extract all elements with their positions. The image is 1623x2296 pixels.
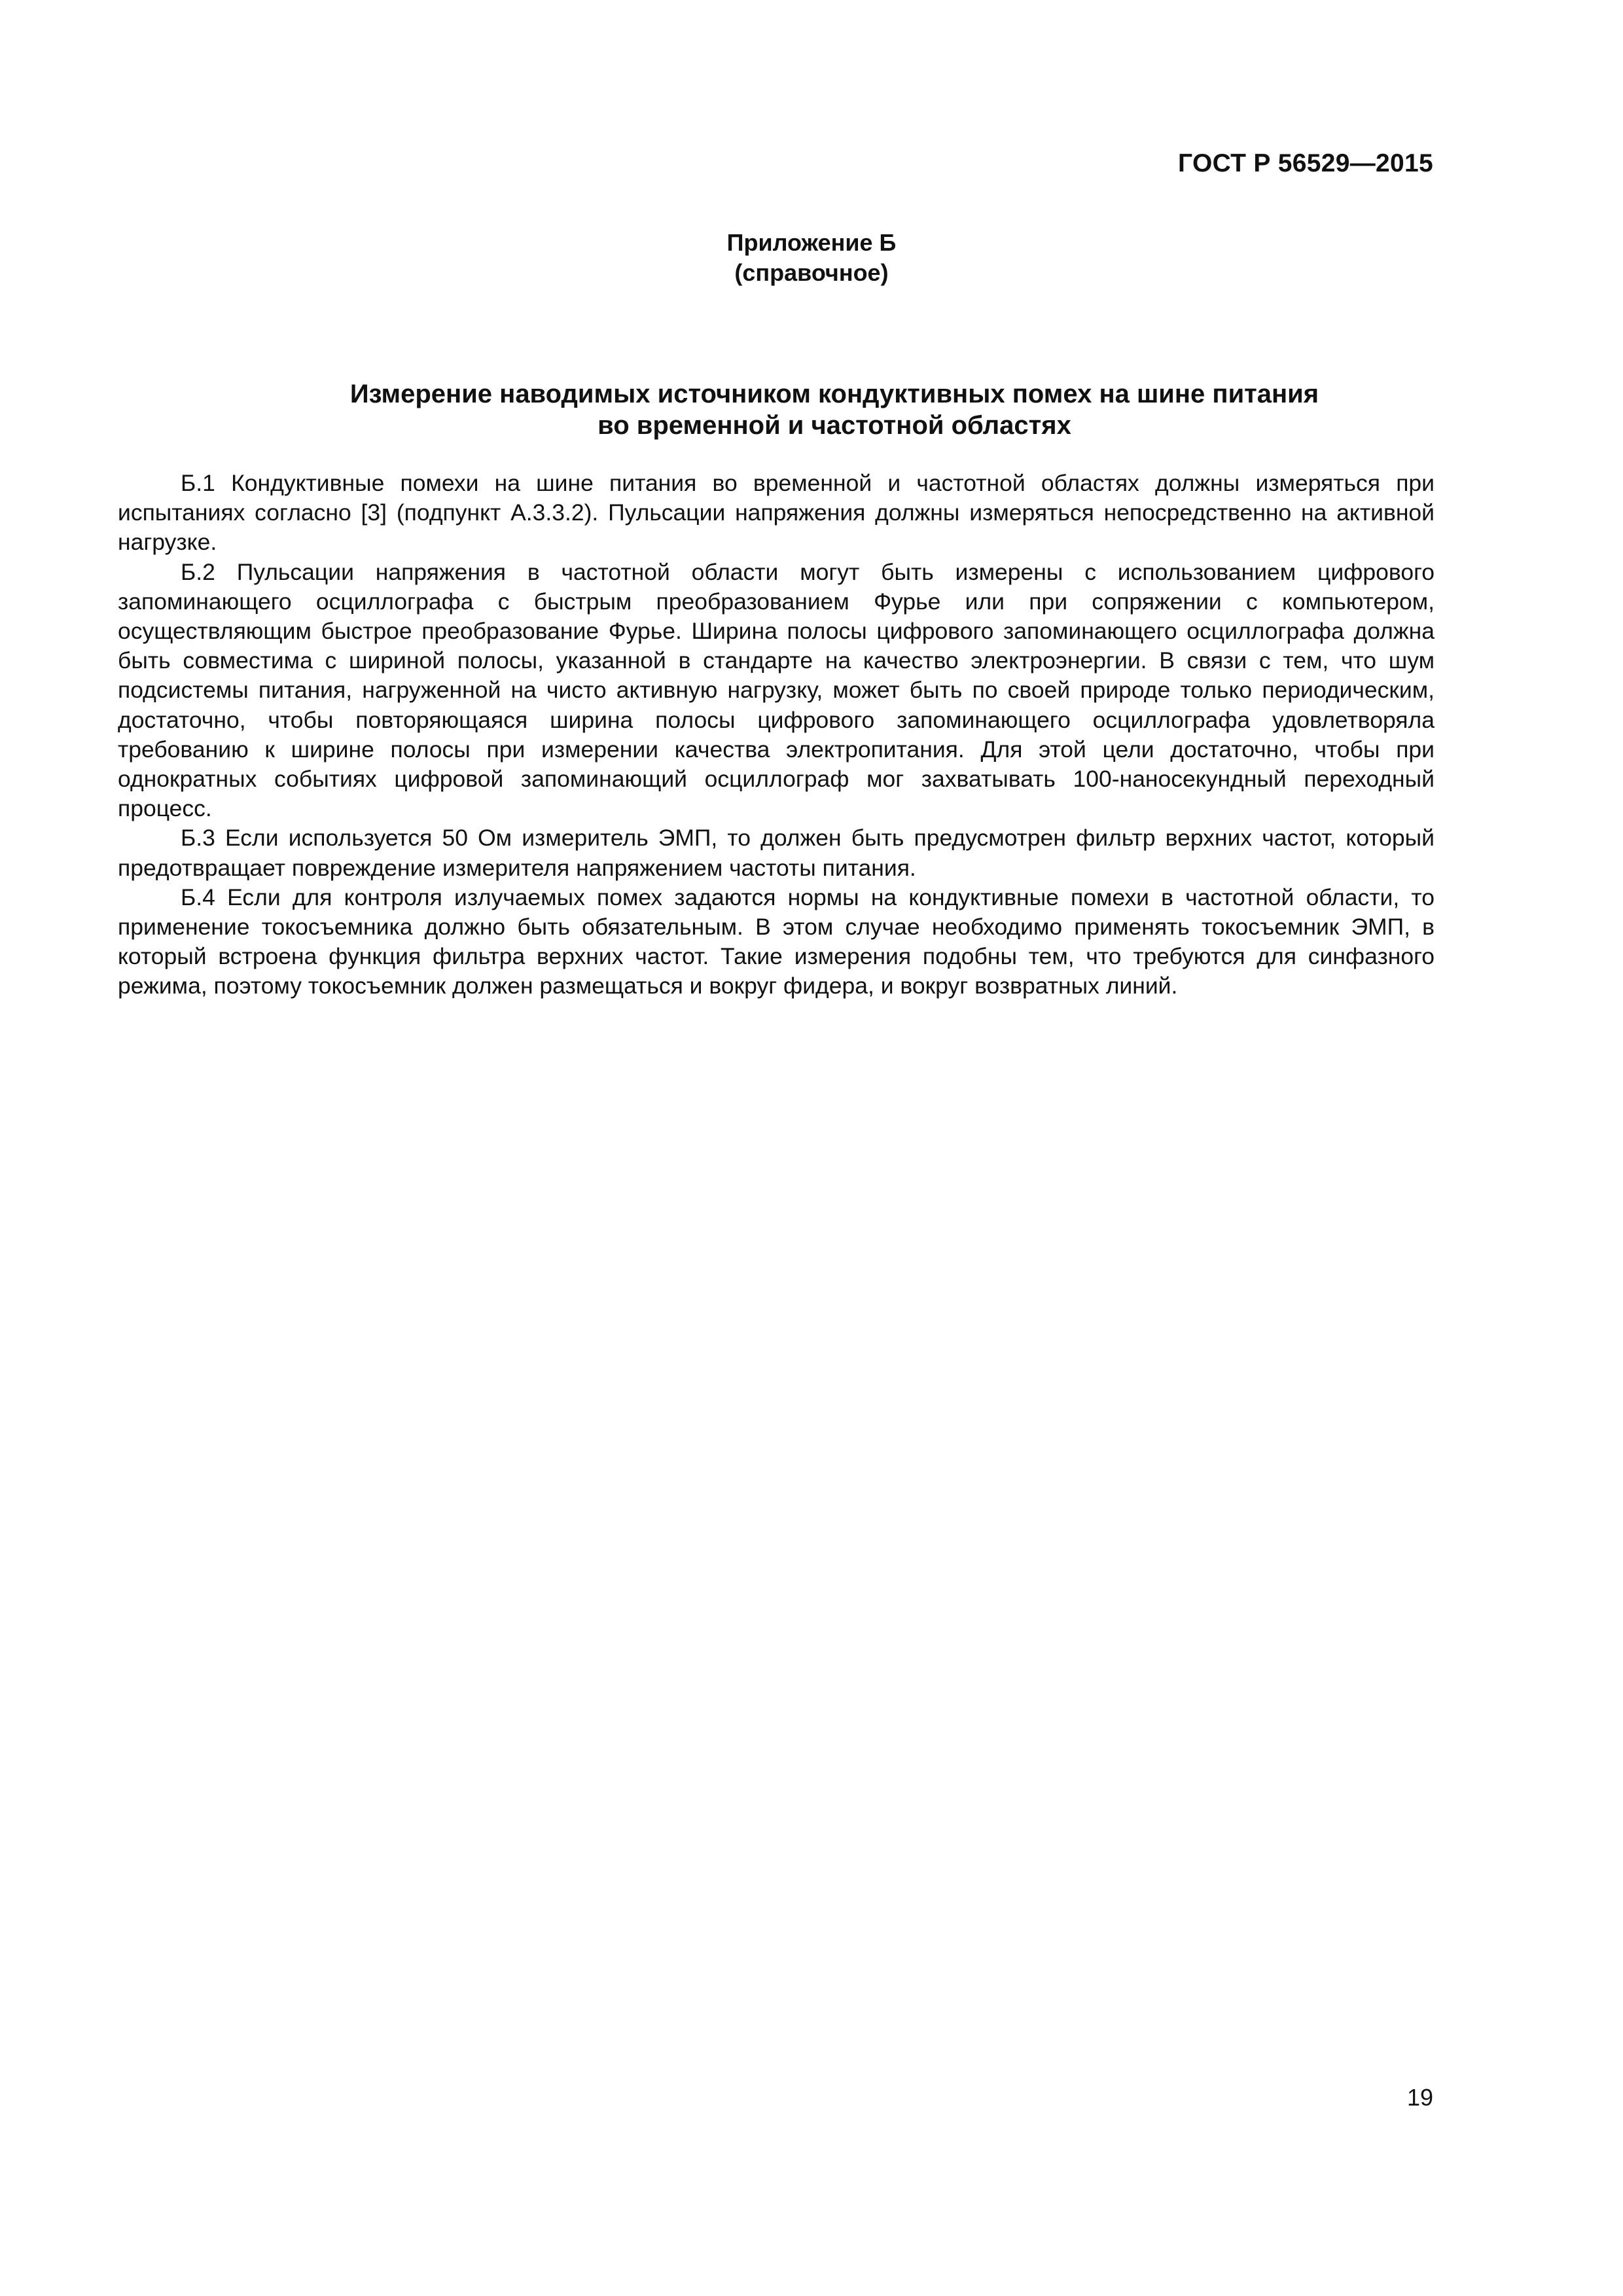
- appendix-title: Приложение Б: [726, 229, 897, 256]
- paragraph-b1: Б.1 Кондуктивные помехи на шине питания во временной и частотной областях должны измеряться при испытаниях согласно [3] (подпункт А.3.3.2). Пульсации напряжения должны измеряться непосредственно на активной нагрузке.: [118, 470, 1435, 556]
- section-title: [118, 378, 1551, 441]
- body-text: [118, 469, 1435, 1001]
- section-title-line-1: Измерение наводимых источником кондуктивных помех на шине питания: [349, 380, 1319, 408]
- appendix-heading: [0, 228, 1623, 288]
- paragraph-b2: Б.2 Пульсации напряжения в частотной области могут быть измерены с использованием цифрового запоминающего осциллографа с быстрым преобразованием Фурье или при сопряжении с компьютером, осуществляющим быстрое преобразование Фурье. Ширина полосы цифрового запоминающего осциллографа должна быть совместима с шириной полосы, указанной в стандарте на качество электроэнергии. В связи с тем, что шум подсистемы питания, нагруженной на чисто активную нагрузку, может быть по своей природе только периодическим, достаточно, чтобы повторяющаяся ширина полосы цифрового запоминающего осциллографа удовлетворяла требованию к ширине полосы при измерении качества электропитания. Для этой цели достаточно, чтобы при однократных событиях цифровой запоминающий осциллограф мог захватывать 100-наносекундный переходный процесс.: [118, 558, 1435, 822]
- appendix-kind: (справочное): [734, 259, 889, 286]
- document-code: ГОСТ Р 56529—2015: [1178, 149, 1433, 177]
- page-number: 19: [1406, 2084, 1433, 2111]
- paragraph-b4: Б.4 Если для контроля излучаемых помех задаются нормы на кондуктивные помехи в частотной области, то применение токосъемника должно быть обязательным. В этом случае необходимо применять токосъемник ЭМП, в который встроена функция фильтра верхних частот. Такие измерения подобны тем, что требуются для синфазного режима, поэтому токосъемник должен размещаться и вокруг фидера, и вокруг возвратных линий.: [118, 884, 1435, 999]
- section-title-line-2: во временной и частотной областях: [597, 411, 1071, 440]
- paragraph-b3: Б.3 Если используется 50 Ом измеритель ЭМП, то должен быть предусмотрен фильтр верхних частот, который предотвращает повреждение измерителя напряжением частоты питания.: [118, 825, 1435, 881]
